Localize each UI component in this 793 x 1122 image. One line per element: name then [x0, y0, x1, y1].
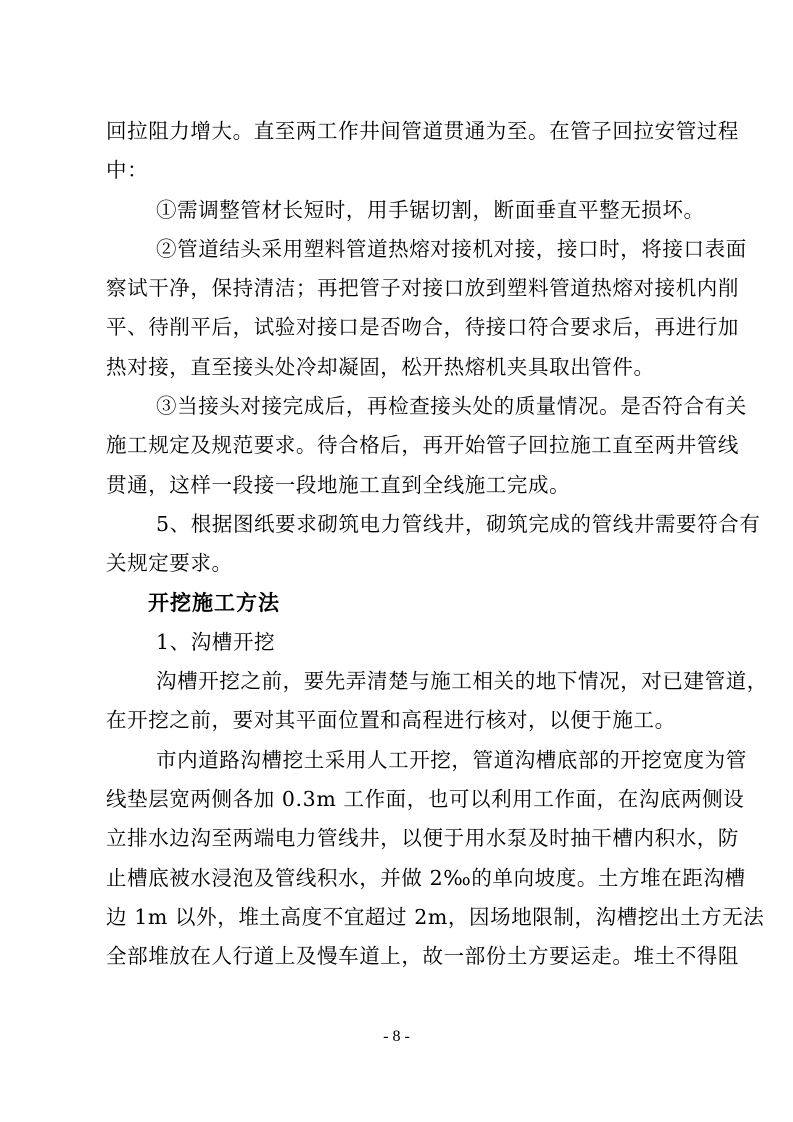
- text-line: 热对接，直至接头处冷却凝固，松开热熔机夹具取出管件。: [106, 354, 655, 379]
- paragraph-item-2: [106, 230, 747, 387]
- text-line: ①需调整管材长短时，用手锯切割，断面垂直平整无损坏。: [156, 197, 705, 222]
- text-line: 1、沟槽开挖: [156, 629, 276, 654]
- paragraph-pre-excavation: [106, 662, 768, 741]
- paragraph-item-1: [106, 191, 707, 230]
- text-line: 沟槽开挖之前，要先弄清楚与施工相关的地下情况，对已建管道，: [156, 669, 768, 694]
- text-line: ③当接头对接完成后，再检查接头处的质量情况。是否符合有关: [156, 394, 747, 419]
- text-line: 中：: [106, 158, 149, 183]
- page-body: [106, 112, 768, 977]
- paragraph-pullback-resistance: [106, 112, 739, 191]
- text-line: 回拉阻力增大。直至两工作井间管道贯通为至。在管子回拉安管过程: [106, 119, 739, 143]
- text-line: 平、待削平后，试验对接口是否吻合，待接口符合要求后，再进行加: [106, 315, 739, 340]
- paragraph-item-3: [106, 387, 747, 505]
- text-line: 关规定要求。: [106, 551, 233, 576]
- paragraph-manual-excavation: [106, 741, 765, 977]
- text-line: 全部堆放在人行道上及慢车道上，故一部份土方要运走。堆土不得阻: [106, 944, 739, 969]
- subsection-trench-excavation: [106, 623, 707, 662]
- text-line: 立排水边沟至两端电力管线井，以便于用水泵及时抽干槽内积水，防: [106, 826, 739, 851]
- text-line: 在开挖之前，要对其平面位置和高程进行核对，以便于施工。: [106, 708, 676, 733]
- text-line: 止槽底被水浸泡及管线积水，并做 2‰的单向坡度。土方堆在距沟槽: [106, 865, 746, 890]
- paragraph-item-5: [106, 505, 761, 584]
- text-line: 市内道路沟槽挖土采用人工开挖，管道沟槽底部的开挖宽度为管: [156, 747, 747, 772]
- section-heading: 开挖施工方法: [148, 590, 280, 615]
- text-line: 边 1m 以外，堆土高度不宜超过 2m，因场地限制，沟槽挖出土方无法: [106, 904, 765, 929]
- page-number: - 8 -: [383, 1028, 410, 1045]
- text-line: 施工规定及规范要求。待合格后，再开始管子回拉施工直至两井管线: [106, 433, 739, 458]
- text-line: ②管道结头采用塑料管道热熔对接机对接，接口时，将接口表面: [156, 236, 747, 261]
- text-line: 5、根据图纸要求砌筑电力管线井，砌筑完成的管线井需要符合有: [156, 511, 761, 536]
- text-line: 贯通，这样一段接一段地施工直到全线施工完成。: [106, 472, 571, 497]
- text-line: 线垫层宽两侧各加 0.3m 工作面，也可以利用工作面，在沟底两侧设: [106, 787, 745, 812]
- text-line: 察试干净，保持清洁；再把管子对接口放到塑料管道热熔对接机内削: [106, 276, 739, 301]
